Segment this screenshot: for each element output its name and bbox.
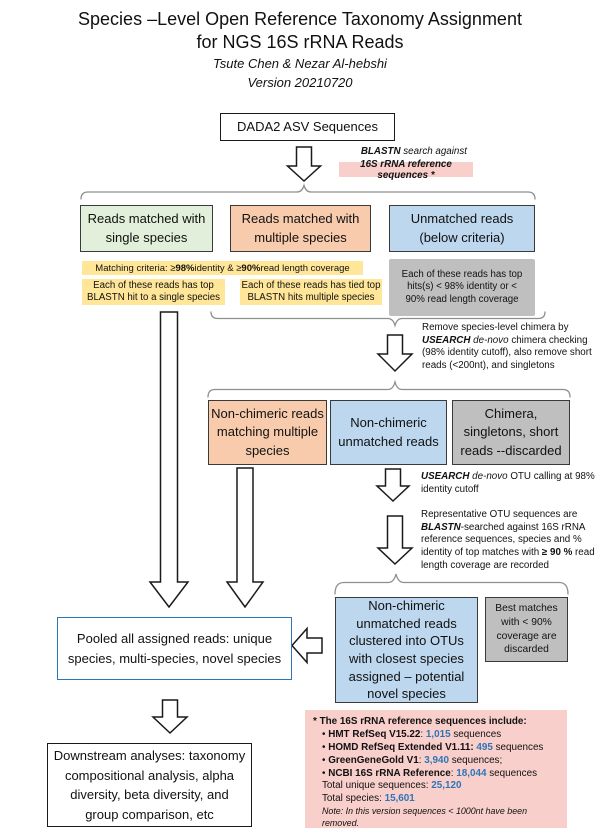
box-nonchimeric-unmatched: Non-chimeric unmatched reads: [330, 400, 447, 465]
arrow-single-to-pooled-long: [150, 312, 188, 607]
refs-item-homd: • HOMD RefSeq Extended V1.11: 495 sequences: [322, 741, 544, 753]
note-single-top-hit: Each of these reads has top BLASTN hit to a single species: [82, 279, 225, 305]
box-unmatched-reads: Unmatched reads (below criteria): [389, 205, 535, 252]
box-nonchimeric-multi: Non-chimeric reads matching multiple species: [208, 400, 327, 465]
arrow-blastn-down: [288, 147, 321, 181]
page-title-line2: for NGS 16S rRNA Reads: [196, 32, 404, 53]
brace-split-row1: [81, 186, 535, 200]
blastn-search-label: BLASTN search against: [360, 146, 467, 157]
dada2-asv-box: DADA2 ASV Sequences: [220, 113, 395, 141]
label-chimera-removal: Remove species-level chimera by USEARCH de-novo chimera checking (98% identity cutoff), also remove short reads (<200nt), and singletons: [422, 322, 592, 372]
brace-split-row2: [208, 382, 570, 397]
blastn-word: BLASTN: [360, 146, 401, 157]
page-title-line1: Species –Level Open Reference Taxonomy Assignment: [78, 9, 522, 29]
refs-item-greengene: • GreenGeneGold V1: 3,940 sequences;: [322, 754, 503, 766]
version: Version 20210720: [247, 75, 353, 90]
authors: Tsute Chen & Nezar Al-hebshi: [213, 56, 387, 71]
refs-note: Note: In this version sequences < 1000nt have been removed.: [322, 806, 528, 828]
box-chimera-discarded: Chimera, singletons, short reads --discarded: [452, 400, 570, 465]
box-best-matches-discarded: Best matches with < 90% coverage are discarded: [485, 597, 568, 662]
refs-total-sequences: Total unique sequences: 25,120: [322, 780, 462, 792]
arrow-otu-calling: [377, 469, 409, 501]
arrow-otus-to-pooled-left: [292, 629, 322, 663]
box-matched-multiple-species: Reads matched with multiple species: [230, 205, 371, 252]
refs-item-hmt: • HMT RefSeq V15.22: 1,015 sequences: [322, 728, 502, 740]
arrow-chimera-removal: [378, 335, 412, 371]
reference-sequences-box: [305, 710, 567, 828]
box-downstream-analyses: Downstream analyses: taxonomy compositional analysis, alpha diversity, beta diversity, and group comparison, etc: [47, 743, 252, 827]
arrow-multi-to-pooled-long: [227, 468, 263, 607]
note-tied-top-hits: Each of these reads has tied top BLASTN hits multiple species: [241, 279, 381, 303]
box-pooled-reads: Pooled all assigned reads: unique species, multi-species, novel species: [57, 617, 292, 680]
brace-split-row3: [335, 574, 568, 594]
label-representative-blastn: Representative OTU sequences are BLASTN-searched against 16S rRNA reference sequences, species and % identity of top matches with ≥ 90 % read length coverage are recorded: [421, 509, 595, 571]
box-matched-single-species: Reads matched with single species: [80, 205, 213, 252]
refs-item-ncbi: • NCBI 16S rRNA Reference: 18,044 sequences: [322, 767, 538, 779]
refs-total-species: Total species: 15,601: [322, 793, 415, 805]
label-otu-calling: USEARCH de-novo OTU calling at 98% identity cutoff: [421, 471, 595, 495]
page-title: [0, 8, 600, 54]
box-otus-clustered: Non-chimeric unmatched reads clustered into OTUs with closest species assigned – potential novel species: [335, 597, 478, 703]
matching-criteria-bar: Matching criteria: ≥ 98% identity & ≥ 90% read length coverage: [82, 261, 363, 275]
refs-title: * The 16S rRNA reference sequences include:: [313, 716, 527, 727]
arrow-otu-blastn: [378, 516, 412, 564]
reference-sequences-highlight: 16S rRNA reference sequences *: [339, 162, 473, 177]
note-below-criteria: Each of these reads has top hits(s) < 98% identity or < 90% read length coverage: [389, 259, 535, 316]
arrow-pooled-to-downstream: [153, 700, 187, 733]
